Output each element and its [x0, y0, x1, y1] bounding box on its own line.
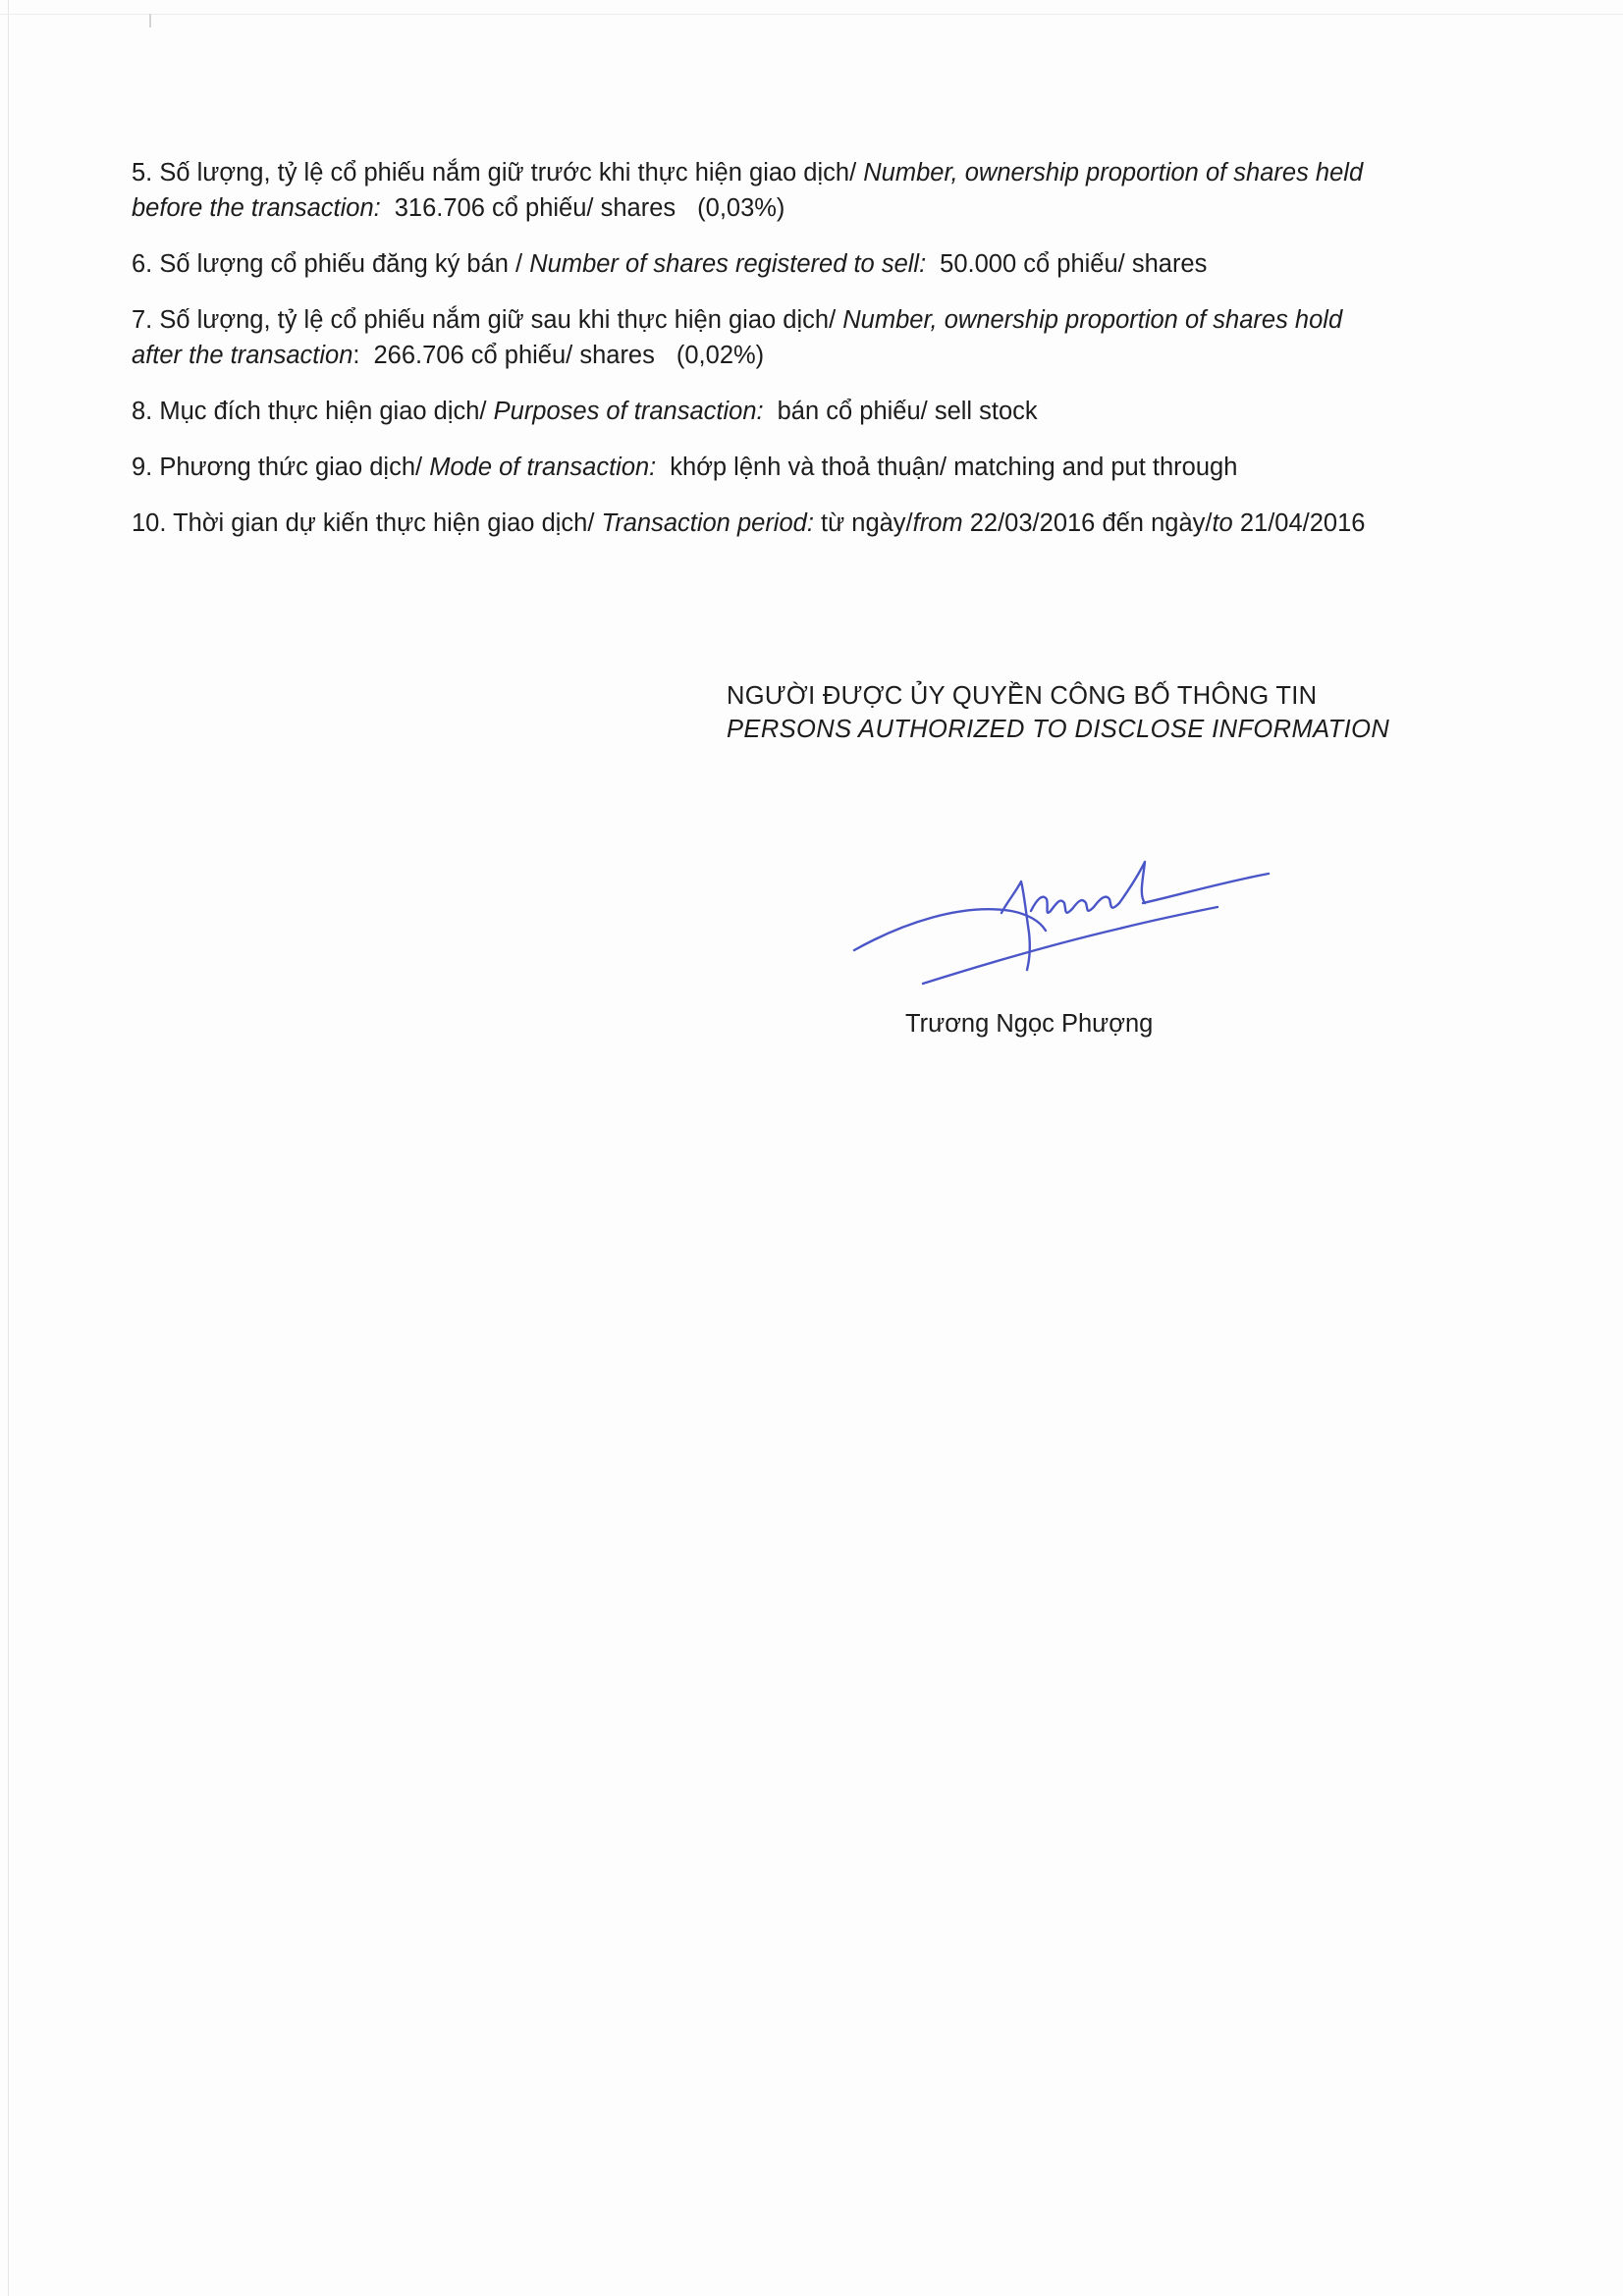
item-6-en: Number of shares registered to sell: [529, 250, 927, 278]
item-7-percent: (0,02%) [676, 342, 765, 369]
item-8-vi: 8. Mục đích thực hiện giao dịch/ [132, 398, 487, 425]
item-7 [132, 302, 1506, 373]
item-5-percent: (0,03%) [697, 194, 785, 222]
item-10 [132, 506, 1506, 541]
item-7-colon: : [352, 342, 360, 369]
signature-block [727, 679, 1473, 746]
signature-title-vi: NGƯỜI ĐƯỢC ỦY QUYỀN CÔNG BỐ THÔNG TIN [727, 682, 1318, 710]
item-9-en: Mode of transaction: [429, 454, 657, 481]
scan-edge [8, 0, 9, 2296]
item-9-vi: 9. Phương thức giao dịch/ [132, 454, 423, 481]
item-5-en-cont: before the transaction: [132, 194, 381, 222]
handwritten-signature [844, 834, 1276, 991]
item-8-en: Purposes of transaction: [493, 398, 764, 425]
signer-name: Trương Ngọc Phượng [905, 1010, 1154, 1038]
item-9 [132, 450, 1506, 485]
signature-title-en: PERSONS AUTHORIZED TO DISCLOSE INFORMATION [727, 716, 1390, 743]
item-5 [132, 155, 1506, 226]
disclosure-items [132, 155, 1506, 561]
item-10-date-end: 21/04/2016 [1239, 509, 1366, 537]
scan-edge-top [0, 14, 1623, 15]
item-8-value: bán cổ phiếu/ sell stock [777, 398, 1038, 425]
item-5-value: 316.706 cổ phiếu/ shares [394, 194, 676, 222]
item-10-date-start: 22/03/2016 đến ngày/ [969, 509, 1213, 537]
item-10-from-vi: từ ngày/ [821, 509, 913, 537]
item-10-en: Transaction period: [601, 509, 814, 537]
item-5-vi: 5. Số lượng, tỷ lệ cổ phiếu nắm giữ trước khi thực hiện giao dịch/ [132, 159, 857, 187]
item-8 [132, 394, 1506, 429]
scan-mark [149, 14, 151, 27]
item-5-en: Number, ownership proportion of shares held [863, 159, 1364, 187]
item-7-en: Number, ownership proportion of shares hold [842, 306, 1343, 334]
item-9-value: khớp lệnh và thoả thuận/ matching and put through [670, 454, 1238, 481]
item-6-value: 50.000 cổ phiếu/ shares [940, 250, 1208, 278]
item-6-vi: 6. Số lượng cổ phiếu đăng ký bán / [132, 250, 523, 278]
item-7-vi: 7. Số lượng, tỷ lệ cổ phiếu nắm giữ sau khi thực hiện giao dịch/ [132, 306, 837, 334]
item-6 [132, 246, 1506, 282]
item-10-from: from [912, 509, 963, 537]
item-7-en-cont: after the transaction [132, 342, 353, 369]
item-10-vi: 10. Thời gian dự kiến thực hiện giao dịch/ [132, 509, 595, 537]
item-7-value: 266.706 cổ phiếu/ shares [373, 342, 655, 369]
item-10-to: to [1212, 509, 1233, 537]
